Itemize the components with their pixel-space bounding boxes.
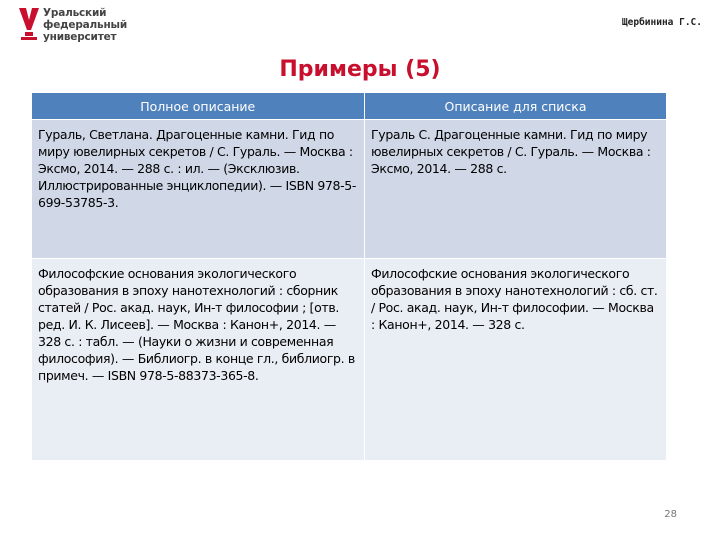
university-logo <box>18 6 148 46</box>
table-cell-full: Гураль, Светлана. Драгоценные камни. Гид по миру ювелирных секретов / С. Гураль. — Москва : Эксмо, 2014. — 288 с. : ил. — (Эксклюзив. Иллюстрированные энциклопедии). — ISBN 978-5-699-53785-3. <box>32 120 365 259</box>
table-row <box>32 259 667 461</box>
table-cell-list: Философские основания экологического образования в эпоху нанотехнологий : сб. ст. / Рос. акад. наук, Ин-т философии. — Москва : Канон+, 2014. — 328 с. <box>365 259 667 461</box>
logo-line: университет <box>43 31 117 43</box>
page-title: Примеры (5) <box>279 57 441 82</box>
logo-line: Уральский <box>43 7 107 19</box>
table-cell-full: Философские основания экологического образования в эпоху нанотехнологий : сборник статей / Рос. акад. наук, Ин-т философии ; [отв. ред. И. К. Лисеев]. — Москва : Канон+, 2014. — 328 с. : табл. — (Науки о жизни и современная философия). — Библиогр. в конце гл., библиогр. в примеч. — ISBN 978-5-88373-365-8. <box>32 259 365 461</box>
column-header-list: Описание для списка <box>365 93 667 120</box>
logo-text <box>43 7 127 43</box>
examples-table <box>31 93 667 461</box>
table-header-row <box>32 93 667 120</box>
author-name: Щербинина Г.С. <box>621 17 702 28</box>
logo-line: федеральный <box>43 19 127 31</box>
column-header-full: Полное описание <box>32 93 365 120</box>
table-row <box>32 120 667 259</box>
page-number: 28 <box>664 509 677 520</box>
university-logo-icon <box>18 6 40 42</box>
table-cell-list: Гураль С. Драгоценные камни. Гид по миру ювелирных секретов / С. Гураль. — Москва : Эксмо, 2014. — 288 с. <box>365 120 667 259</box>
